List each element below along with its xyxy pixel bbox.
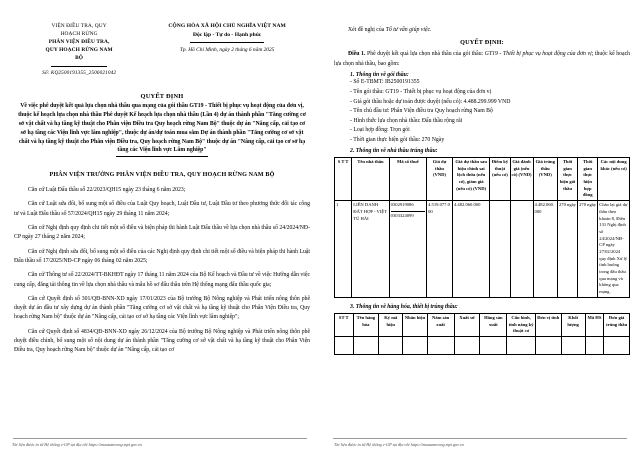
package-info-selection-method: - Hình thức lựa chọn nhà thầu: Đấu thầu rộng rãi bbox=[350, 117, 463, 124]
page-title: QUYẾT ĐỊNH bbox=[140, 93, 184, 101]
consideration-line bbox=[334, 26, 630, 35]
cell-goods-unit-price bbox=[604, 337, 630, 354]
col-corrected-price: Giá dự thầu sau hiệu chỉnh sai lệch thừa (nếu có), giảm giá (nếu có) (VND) bbox=[452, 157, 489, 200]
col-goods-name: Tên hàng hóa bbox=[353, 313, 379, 336]
package-info-ebmt: - Số E-TBMT: IB2500191355 bbox=[350, 79, 420, 86]
col-goods-year: Năm sản xuất bbox=[427, 313, 454, 336]
col-goods-origin: Xuất sứ bbox=[454, 313, 480, 336]
org-line-1: VIỆN ĐIỀU TRA, QUY bbox=[51, 23, 107, 29]
cell-stt: 1 bbox=[335, 201, 352, 298]
national-heading bbox=[144, 22, 310, 55]
section-3-heading: 3. Thông tin về hàng hóa, thiết bị trúng thầu: bbox=[350, 303, 458, 310]
cell-goods-stt bbox=[335, 337, 354, 354]
legal-basis-2: Căn cứ Luật sửa đổi, bổ sung một số điều của Luật Quy hoạch, Luật Đầu tư, Luật Đầu tư theo phương thức đối tác công tư và Luật Đấu thầu số 57/2024/QH15 ngày 29 tháng 11 năm 2024; bbox=[14, 201, 310, 217]
footer-source-text: Tài liệu được in từ Hệ thống e-GP tại địa chỉ https://muasamcong.mpi.gov.vn bbox=[334, 442, 464, 447]
consideration-suffix: . bbox=[430, 27, 432, 33]
cell-goods-year bbox=[427, 337, 454, 354]
legal-basis-3: Căn cứ Nghị định quy định chi tiết một số điều và biện pháp thi hành Luật Đấu thầu về lựa chọn nhà thầu số 24/2024/NĐ-CP ngày 27 tháng 2 năm 2024; bbox=[14, 224, 310, 241]
package-info-duration: - Thời gian thực hiện gói thầu: 270 Ngày bbox=[350, 136, 445, 143]
article-1-package-name: GT19 - Thiết bị phục vụ hoạt động của đơn vị bbox=[484, 51, 592, 58]
winning-goods-table bbox=[334, 313, 630, 355]
cell-technical-score bbox=[490, 201, 510, 298]
consideration-prefix: Xét đề nghị của bbox=[348, 27, 386, 33]
cell-goods-symbol bbox=[379, 337, 403, 354]
col-evaluated-price: Giá đánh giá (nếu có) (VND) bbox=[510, 157, 533, 200]
page-footer-right bbox=[320, 438, 640, 447]
col-technical-score: Điểm kỹ thuật (nếu có) bbox=[490, 157, 510, 200]
cell-bidder-name: LIÊN DANH ĐẤT HỢP - VIỆT TÚ HẢI bbox=[352, 201, 389, 298]
col-bidder-name: Tên nhà thầu bbox=[352, 157, 389, 200]
nation-line-1: CỘNG HÒA XÃ HỘI CHỦ NGHĨA VIỆT NAM bbox=[168, 23, 286, 29]
org-line-5: BỘ bbox=[75, 55, 84, 62]
signing-authority: PHÂN VIỆN TRƯỞNG PHÂN VIỆN ĐIỀU TRA, QUY HOẠCH RỪNG NAM BỘ bbox=[49, 172, 275, 179]
table-header-row bbox=[335, 157, 630, 200]
org-line-2: HOẠCH RỪNG bbox=[60, 31, 98, 38]
cell-bid-price: 4.519.077.000 bbox=[427, 201, 453, 298]
document-title-block bbox=[14, 93, 310, 157]
package-info-name: - Tên gói thầu: GT19 - Thiết bị phục vụ hoạt động của đơn vị bbox=[350, 89, 492, 96]
cell-corrected-price: 4.482.060.000 bbox=[452, 201, 489, 298]
col-goods-manufacturer: Hãng sản xuất bbox=[480, 313, 507, 336]
cell-goods-name bbox=[353, 337, 379, 354]
cell-winning-price: 4.482.060.000 bbox=[533, 201, 557, 298]
cell-package-duration: 270 ngày bbox=[557, 201, 577, 298]
legal-basis-4: Căn cứ Nghị định sửa đổi, bổ sung một số điều của các Nghị định quy định chi tiết một số điều và biện pháp thi hành Luật Đấu thầu số 17/2025/NĐ-CP ngày 06 tháng 02 năm 2025; bbox=[14, 248, 310, 264]
cell-goods-origin bbox=[454, 337, 480, 354]
package-info-price: - Giá gói thầu hoặc dự toán được duyệt (nếu có): 4.488.299.999 VND bbox=[350, 98, 511, 105]
document-number: Số: KQ2500191355_2506021042 bbox=[42, 69, 117, 76]
org-line-3: PHÂN VIỆN ĐIỀU TRA, bbox=[48, 39, 110, 46]
title-divider bbox=[116, 156, 208, 157]
document-header bbox=[14, 22, 310, 77]
article-1-label: Điều 1. bbox=[348, 51, 366, 58]
cell-goods-quantity bbox=[561, 337, 585, 354]
col-contract-duration: Thời gian thực hiện hợp đồng bbox=[578, 157, 598, 200]
cell-goods-unit bbox=[535, 337, 561, 354]
cell-goods-manufacturer bbox=[480, 337, 507, 354]
col-goods-hs-code: Mã HS bbox=[585, 313, 604, 336]
legal-basis-7: Căn cứ Quyết định số 4834/QĐ-BNN-XD ngày 26/12/2024 của Bộ trưởng Bộ Nông nghiệp và Phát triển nông thôn phê duyệt điều chỉnh, bổ sung một số nội dung dự án thành phần "Tăng cường cơ sở vật chất và hạ tầng kỹ thuật cho Phân Viện Điều tra, Quy hoạch rừng Nam bộ" thuộc dự án "Nâng cấp, cải tạo cơ bbox=[14, 328, 310, 354]
col-stt: S T T bbox=[335, 157, 352, 200]
col-package-duration: Thời gian thực hiện gói thầu bbox=[557, 157, 577, 200]
document-subtitle: Về việc phê duyệt kết quả lựa chọn nhà thầu qua mạng của gói thầu GT19 - Thiết bị phục vụ hoạt động của đơn vị, thuộc kế hoạch lựa chọn nhà thầu Phê duyệt Kế hoạch lựa chọn nhà thầu (Lần 4) dự án thành phần "Tăng cường cơ sở vật chất và hạ tầng kỹ thuật cho Phân viện Điều tra Quy hoạch rừng Nam Bộ" thuộc dự án "Nâng cấp, cải tạo cơ sở hạ tầng các Viện lĩnh vực lâm nghiệp", thuộc dự án/dự toán mua sắm Dự án thành phần "Tăng cường cơ sở vật chất và hạ tầng kỹ thuật cho Phân viện Điều tra, Quy hoạch rừng Nam Bộ" thuộc dự án "Nâng cấp, cải tạo cơ sở hạ tầng các Viện lĩnh vực Lâm nghiệp" bbox=[18, 103, 306, 154]
consideration-body: Tổ tư vấn giúp việc bbox=[385, 27, 431, 33]
legal-basis-1: Căn cứ Luật Đấu thầu số 22/2023/QH15 ngày 23 tháng 6 năm 2023; bbox=[28, 187, 186, 194]
nation-line-2: Độc lập - Tự do - Hạnh phúc bbox=[192, 31, 262, 38]
col-other-notes: Các nội dung khác (nếu có) bbox=[598, 157, 630, 200]
col-goods-unit-price: Đơn giá trúng thầu bbox=[604, 313, 630, 336]
cell-goods-hs-code bbox=[585, 337, 604, 354]
nation-divider bbox=[190, 42, 264, 43]
section-2-heading: 2. Thông tin về nhà thầu trúng thầu: bbox=[350, 147, 438, 154]
col-goods-symbol: Ký mã hiệu bbox=[379, 313, 403, 336]
article-1-text: Phê duyệt kết quả lựa chọn nhà thầu của gói thầu: bbox=[365, 51, 485, 58]
col-goods-unit: Đơn vị tính bbox=[535, 313, 561, 336]
winning-bidder-table bbox=[334, 157, 630, 298]
package-info-investor: - Tên chủ đầu tư: Phân Viện điều tra Quy hoạch rừng Nam Bộ bbox=[350, 108, 493, 115]
org-line-4: QUY HOẠCH RỪNG NAM bbox=[45, 47, 113, 54]
legal-basis-5: Căn cứ Thông tư số 22/2024/TT-BKHĐT ngày 17 tháng 11 năm 2024 của Bộ Kế hoạch và Đầu tư về việc Hướng dẫn việc cung cấp, đăng tải thông tin về lựa chọn nhà thầu và mẫu hồ sơ đấu thầu trên Hệ thống mạng đấu thầu quốc gia; bbox=[14, 272, 310, 288]
table-row bbox=[335, 337, 630, 354]
page-column-right bbox=[320, 0, 640, 455]
package-info-contract-type: - Loại hợp đồng: Trọn gói bbox=[350, 127, 410, 134]
col-winning-price: Giá trúng thầu (VND) bbox=[533, 157, 557, 200]
col-bid-price: Giá dự thầu (VND) bbox=[427, 157, 453, 200]
col-tax-code: Mã số thuế bbox=[389, 157, 426, 200]
cell-goods-brand bbox=[403, 337, 427, 354]
col-goods-specs: Cấu hình, tính năng kỹ thuật cơ bbox=[507, 313, 536, 336]
cell-tax-code-2: 0303324099 bbox=[391, 211, 425, 220]
table-row bbox=[335, 201, 630, 298]
org-divider bbox=[51, 66, 107, 67]
col-goods-brand: Nhãn hiệu bbox=[403, 313, 427, 336]
cell-goods-specs bbox=[507, 337, 536, 354]
article-1-tail: ; thuộc kế hoạch lựa chọn nhà thầu, bao gồm: bbox=[334, 51, 631, 67]
col-goods-quantity: Khối lượng bbox=[561, 313, 585, 336]
cell-tax-code bbox=[389, 201, 426, 298]
footer-divider bbox=[13, 438, 307, 439]
cell-tax-code-1: 0302919086 bbox=[390, 202, 414, 208]
page-footer-left bbox=[0, 438, 320, 447]
place-and-date: Tp. Hồ Chí Minh, ngày 2 tháng 6 năm 2025 bbox=[179, 46, 275, 53]
cell-contract-duration: 270 ngày bbox=[578, 201, 598, 298]
cell-other-notes: Chào lại giá dự thầu theo khoản 8, Điều 131 Nghị định số 24/2024/NĐ-CP ngày 27/02/2024 quy định Xử lý tình huống trong đấu thầu qua mạng và không qua mạng. bbox=[598, 201, 630, 298]
legal-basis-6: Căn cứ Quyết định số 301/QĐ-BNN-XD ngày 17/01/2023 của Bộ trưởng Bộ Nông nghiệp và Phát triển nông thôn phê duyệt dự án đầu tư xây dựng dự án thành phần "Tăng cường cơ sở vật chất và hạ tầng kỹ thuật cho Phân Viện Điều tra, Quy hoạch rừng Nam bộ" thuộc dự án "Nâng cấp, cải tạo cơ sở hạ tầng các Viện lĩnh vực lâm nghiệp"; bbox=[14, 295, 310, 321]
decision-heading: QUYẾT ĐỊNH: bbox=[460, 39, 504, 47]
col-goods-stt: ST T bbox=[335, 313, 354, 336]
footer-divider bbox=[333, 438, 627, 439]
issuing-organization bbox=[14, 22, 144, 77]
article-1 bbox=[334, 50, 630, 69]
cell-evaluated-price bbox=[510, 201, 533, 298]
section-1-heading: 1. Thông tin về gói thầu: bbox=[350, 71, 409, 78]
footer-source-text: Tài liệu được in từ Hệ thống e-GP tại địa chỉ https://muasamcong.mpi.gov.vn bbox=[12, 442, 142, 447]
table-header-row bbox=[335, 313, 630, 336]
